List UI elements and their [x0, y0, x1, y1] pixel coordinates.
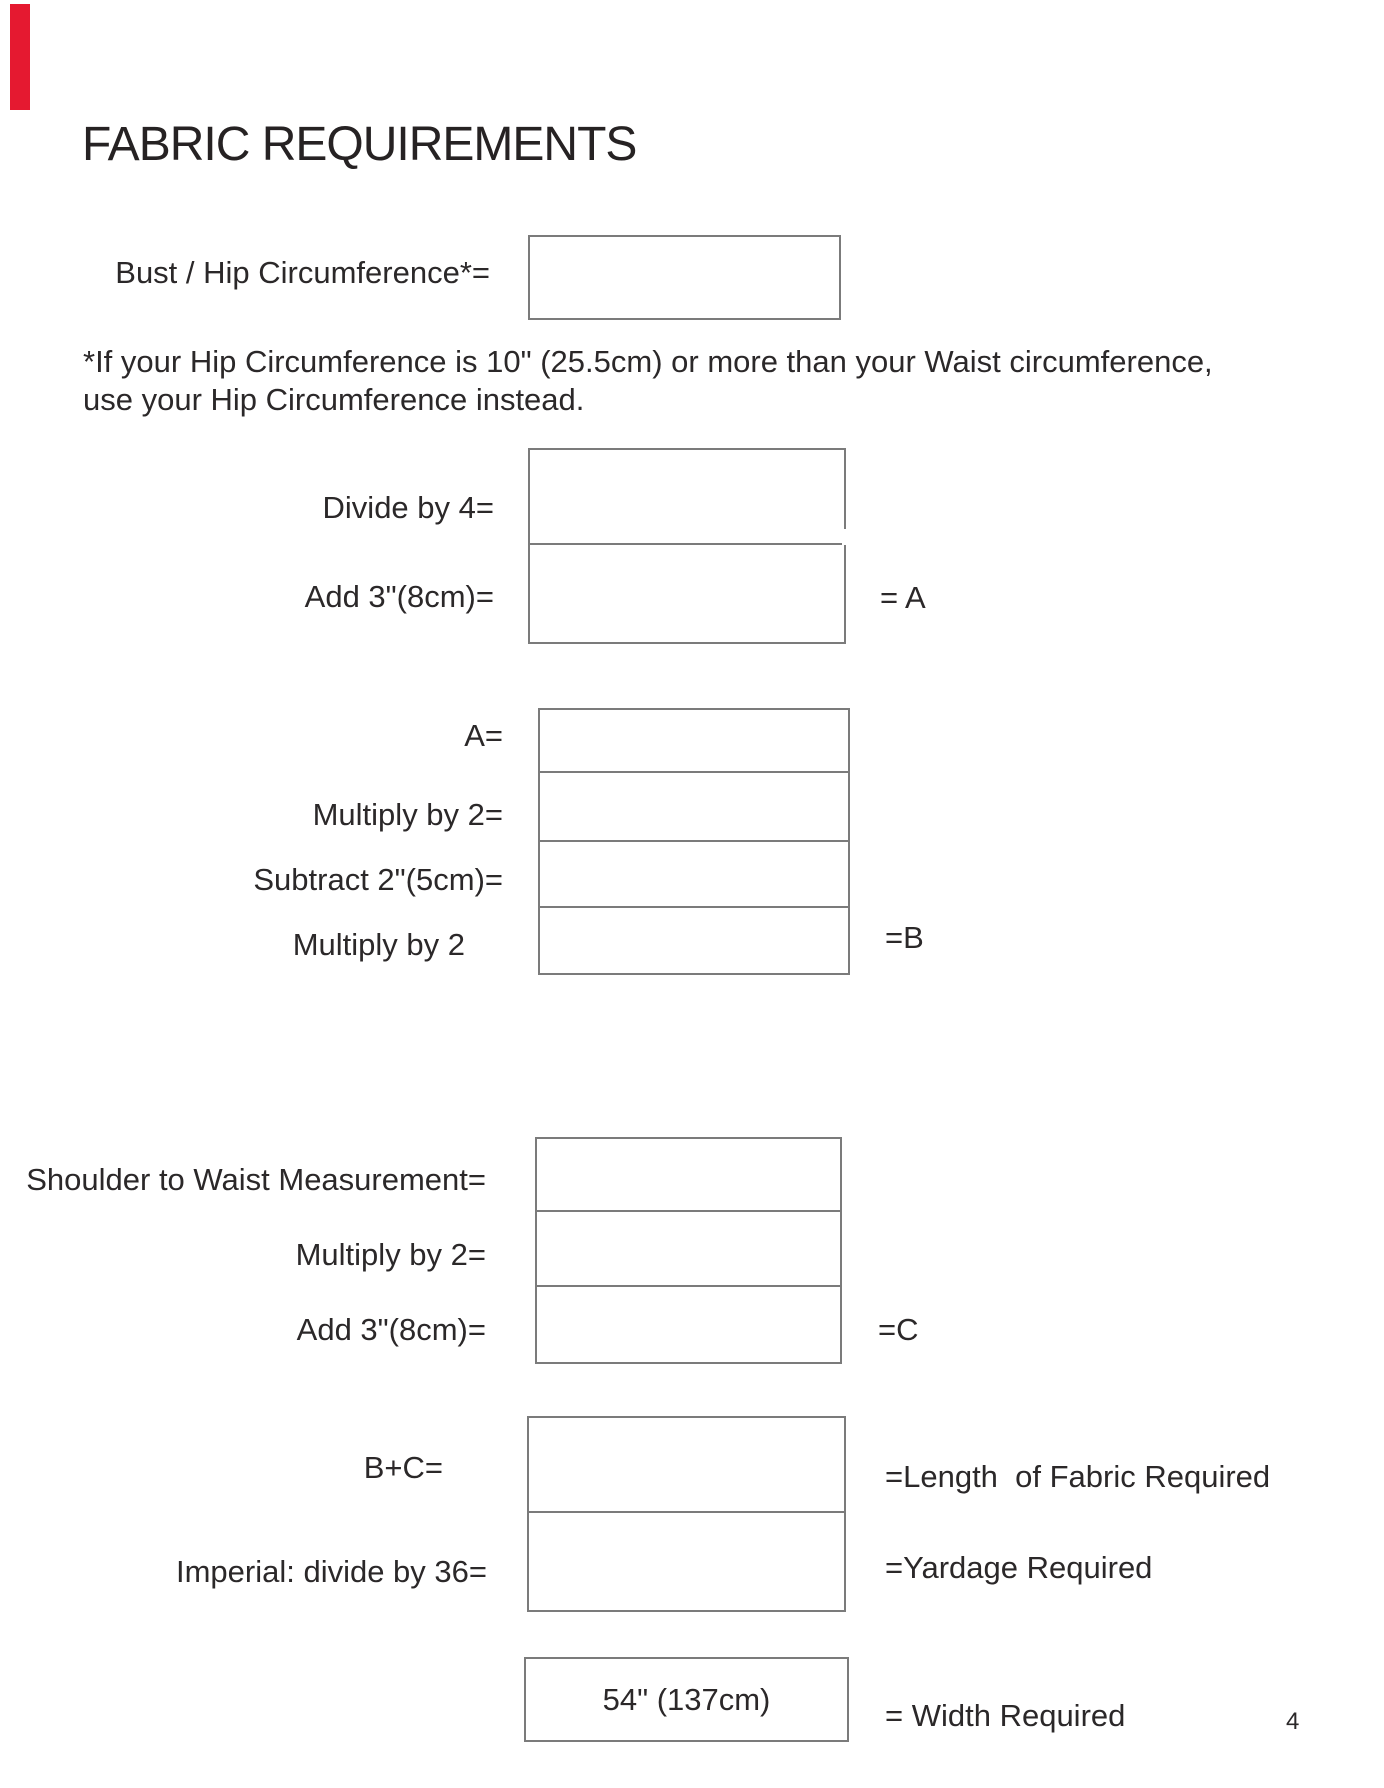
divide-by-4-label: Divide by 4= [322, 490, 494, 525]
multiply-by-2-input[interactable] [540, 773, 848, 842]
add-3-input[interactable] [530, 545, 844, 642]
a-value-input[interactable] [540, 710, 848, 773]
b-plus-c-input[interactable] [529, 1418, 844, 1513]
imperial-divide-input[interactable] [529, 1513, 844, 1610]
calc-c-box [535, 1137, 842, 1364]
imperial-divide-label: Imperial: divide by 36= [175, 1554, 487, 1589]
length-calc-box [527, 1416, 846, 1612]
shoulder-to-waist-label: Shoulder to Waist Measurement= [26, 1162, 486, 1197]
multiply-by-2-input[interactable] [537, 1212, 840, 1287]
box-border-notch [842, 529, 847, 545]
multiply-by-2-label: Multiply by 2 [292, 927, 465, 962]
multiply-by-2-label: Multiply by 2= [295, 1237, 486, 1272]
multiply-by-2-input[interactable] [540, 908, 848, 973]
length-required-label: =Length of Fabric Required [885, 1459, 1271, 1494]
hip-note-line1: *If your Hip Circumference is 10" (25.5cm) or more than your Waist circumference, [83, 344, 1213, 379]
subtract-2-label: Subtract 2"(5cm)= [253, 862, 503, 897]
page-title: FABRIC REQUIREMENTS [82, 118, 637, 171]
shoulder-to-waist-input[interactable] [537, 1139, 840, 1212]
hip-note-line2: use your Hip Circumference instead. [83, 382, 585, 417]
result-b-label: =B [885, 920, 924, 955]
a-equals-label: A= [464, 718, 503, 753]
multiply-by-2-label: Multiply by 2= [312, 797, 503, 832]
calc-b-box [538, 708, 850, 975]
subtract-2-input[interactable] [540, 842, 848, 908]
accent-bar [10, 4, 30, 110]
width-required-label: = Width Required [885, 1698, 1126, 1733]
b-plus-c-label: B+C= [363, 1450, 443, 1485]
calc-a-box [528, 448, 846, 644]
page-number: 4 [1286, 1708, 1300, 1735]
bust-hip-label: Bust / Hip Circumference*= [115, 255, 490, 290]
add-3-input[interactable] [537, 1287, 840, 1362]
add-3-label: Add 3"(8cm)= [296, 1312, 486, 1347]
yardage-required-label: =Yardage Required [885, 1550, 1153, 1585]
result-c-label: =C [878, 1312, 919, 1347]
divide-by-4-input[interactable] [530, 450, 844, 545]
bust-hip-input-box[interactable] [528, 235, 841, 320]
add-3-label: Add 3"(8cm)= [304, 579, 494, 614]
fabric-width-value-box: 54" (137cm) [524, 1657, 849, 1742]
result-a-label: = A [880, 580, 926, 615]
